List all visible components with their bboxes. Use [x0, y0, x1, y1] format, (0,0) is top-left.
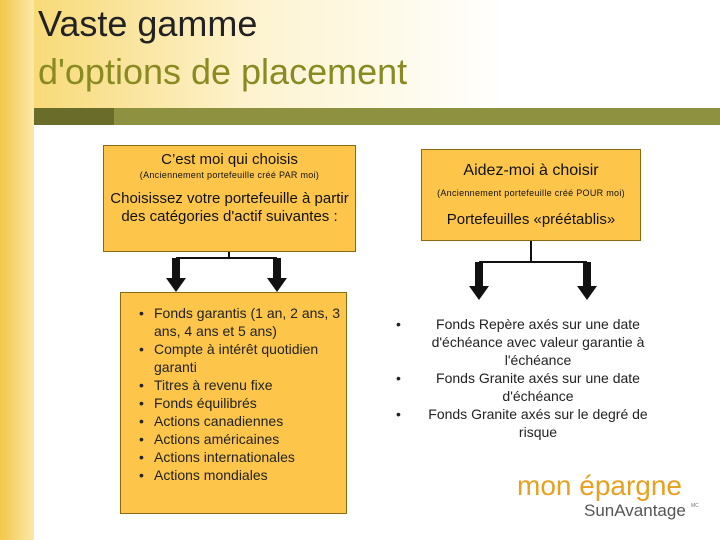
slide-title-line2: d'options de placement: [38, 51, 408, 92]
left-arrow-shaft-2: [273, 258, 281, 278]
choose-myself-lead: Choisissez votre portefeuille à partir des catégories d'actif suivantes :: [110, 190, 349, 225]
left-arrowhead-1: [166, 278, 186, 292]
right-arrow-shaft-1: [475, 262, 483, 286]
list-item: • Actions américaines: [137, 430, 340, 448]
list-item: • Fonds Granite axés sur le degré de risque: [394, 405, 664, 441]
right-arrowhead-1: [469, 286, 489, 300]
choose-myself-heading: C’est moi qui choisis: [161, 151, 298, 168]
choose-myself-box: [103, 145, 356, 252]
right-arrow-shaft-2: [583, 262, 591, 286]
help-me-choose-heading: Aidez-moi à choisir: [463, 162, 599, 179]
brand-logo-subtext: SunAvantage: [584, 501, 686, 520]
brand-trademark: MC: [691, 503, 699, 509]
asset-categories-box: [120, 292, 347, 514]
list-item: • Actions mondiales: [137, 466, 340, 484]
preset-portfolios-list: [394, 315, 664, 441]
list-item: • Fonds garantis (1 an, 2 ans, 3 ans, 4 ans et 5 ans): [137, 304, 340, 340]
help-me-choose-box: [421, 149, 641, 241]
list-item: • Actions canadiennes: [137, 412, 340, 430]
list-item: • Fonds Granite axés sur une date d'échéance: [394, 369, 664, 405]
list-item: • Titres à revenu fixe: [137, 376, 340, 394]
right-arrowhead-2: [577, 286, 597, 300]
help-me-choose-note: (Anciennement portefeuille créé POUR moi): [437, 188, 625, 198]
list-item: • Actions internationales: [137, 448, 340, 466]
list-item: • Compte à intérêt quotidien garanti: [137, 340, 340, 376]
brand-logo-text: mon épargne: [517, 470, 683, 501]
slide-title-line1: Vaste gamme: [38, 3, 258, 44]
preset-portfolios-list-container: [394, 315, 664, 441]
left-arrowhead-2: [267, 278, 287, 292]
asset-categories-list: [137, 304, 340, 484]
choose-myself-note: (Anciennement portefeuille créé PAR moi): [139, 170, 320, 180]
list-item: • Fonds équilibrés: [137, 394, 340, 412]
help-me-choose-lead: Portefeuilles «préétablis»: [446, 211, 616, 228]
left-arrow-shaft-1: [172, 258, 180, 278]
list-item: • Fonds Repère axés sur une date d'échéance avec valeur garantie à l'échéance: [394, 315, 664, 369]
